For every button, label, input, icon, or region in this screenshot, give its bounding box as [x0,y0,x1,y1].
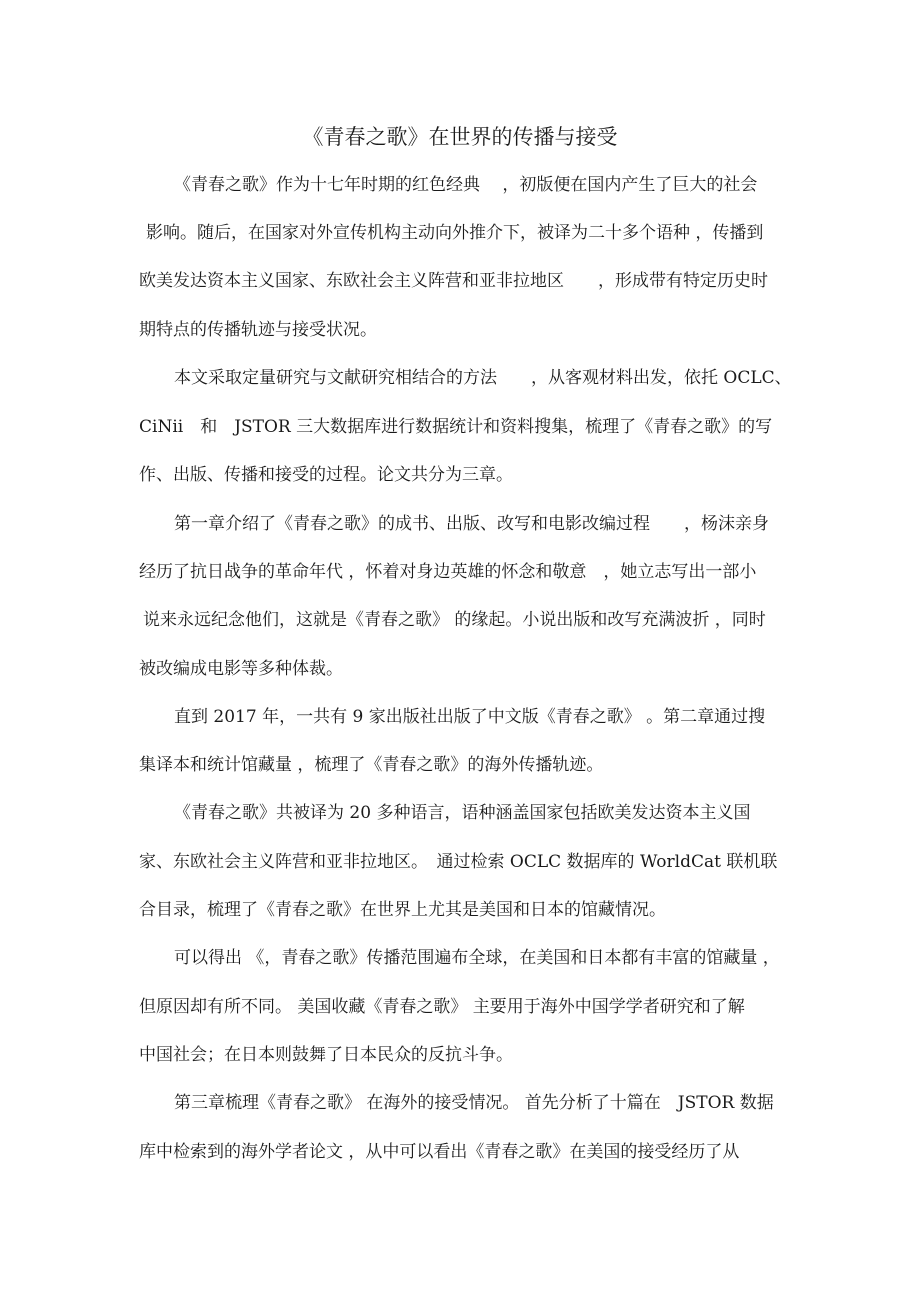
text-line: 经历了抗日战争的革命年代 ，怀着对身边英雄的怀念和敬意 ，她立志写出一部小 [139,562,757,582]
text-line: 《青春之歌》共被译为 20 多种语言，语种涵盖国家包括欧美发达资本主义国 [174,803,751,823]
text-line: 欧美发达资本主义国家、东欧社会主义阵营和亚非拉地区 ，形成带有特定历史时 [139,271,768,291]
text-line: CiNii 和 JSTOR 三大数据库进行数据统计和资料搜集，梳理了《青春之歌》的写 [139,417,773,437]
text-line: 期特点的传播轨迹与接受状况。 [139,320,377,340]
text-line: 说来永远纪念他们，这就是《青春之歌》 的缘起。小说出版和改写充满波折 ，同时 [143,610,766,630]
text-line: 可以得出 《，青春之歌》传播范围遍布全球，在美国和日本都有丰富的馆藏量 ， [174,948,780,968]
text-line: 第一章介绍了《青春之歌》的成书、出版、改写和电影改编过程 ，杨沫亲身 [174,514,769,534]
text-line: 本文采取定量研究与文献研究相结合的方法 ，从客观材料出发，依托 OCLC、 [174,368,792,388]
text-line: 家、东欧社会主义阵营和亚非拉地区。 通过检索 OCLC 数据库的 WorldCat 联机联 [139,852,778,872]
text-line: 作、出版、传播和接受的过程。论文共分为三章。 [139,465,513,485]
text-line: 集译本和统计馆藏量 ，梳理了《青春之歌》的海外传播轨迹。 [139,755,604,775]
text-line: 合目录，梳理了《青春之歌》在世界上尤其是美国和日本的馆藏情况。 [139,900,666,920]
document-title: 《青春之歌》在世界的传播与接受 [302,125,618,149]
text-line: 被改编成电影等多种体裁。 [139,659,343,679]
text-line: 中国社会；在日本则鼓舞了日本民众的反抗斗争。 [139,1045,513,1065]
text-line: 影响。随后，在国家对外宣传机构主动向外推介下，被译为二十多个语种 ，传播到 [146,223,764,243]
text-line: 库中检索到的海外学者论文 ，从中可以看出《青春之歌》在美国的接受经历了从 [139,1142,740,1162]
text-line: 《青春之歌》作为十七年时期的红色经典 ，初版便在国内产生了巨大的社会 [174,175,758,195]
text-line: 第三章梳理《青春之歌》 在海外的接受情况。 首先分析了十篇在 JSTOR 数据 [174,1093,774,1113]
text-line: 但原因却有所不同。 美国收藏《青春之歌》 主要用于海外中国学学者研究和了解 [139,997,745,1017]
text-line: 直到 2017 年，一共有 9 家出版社出版了中文版《青春之歌》 。第二章通过搜 [174,707,766,727]
